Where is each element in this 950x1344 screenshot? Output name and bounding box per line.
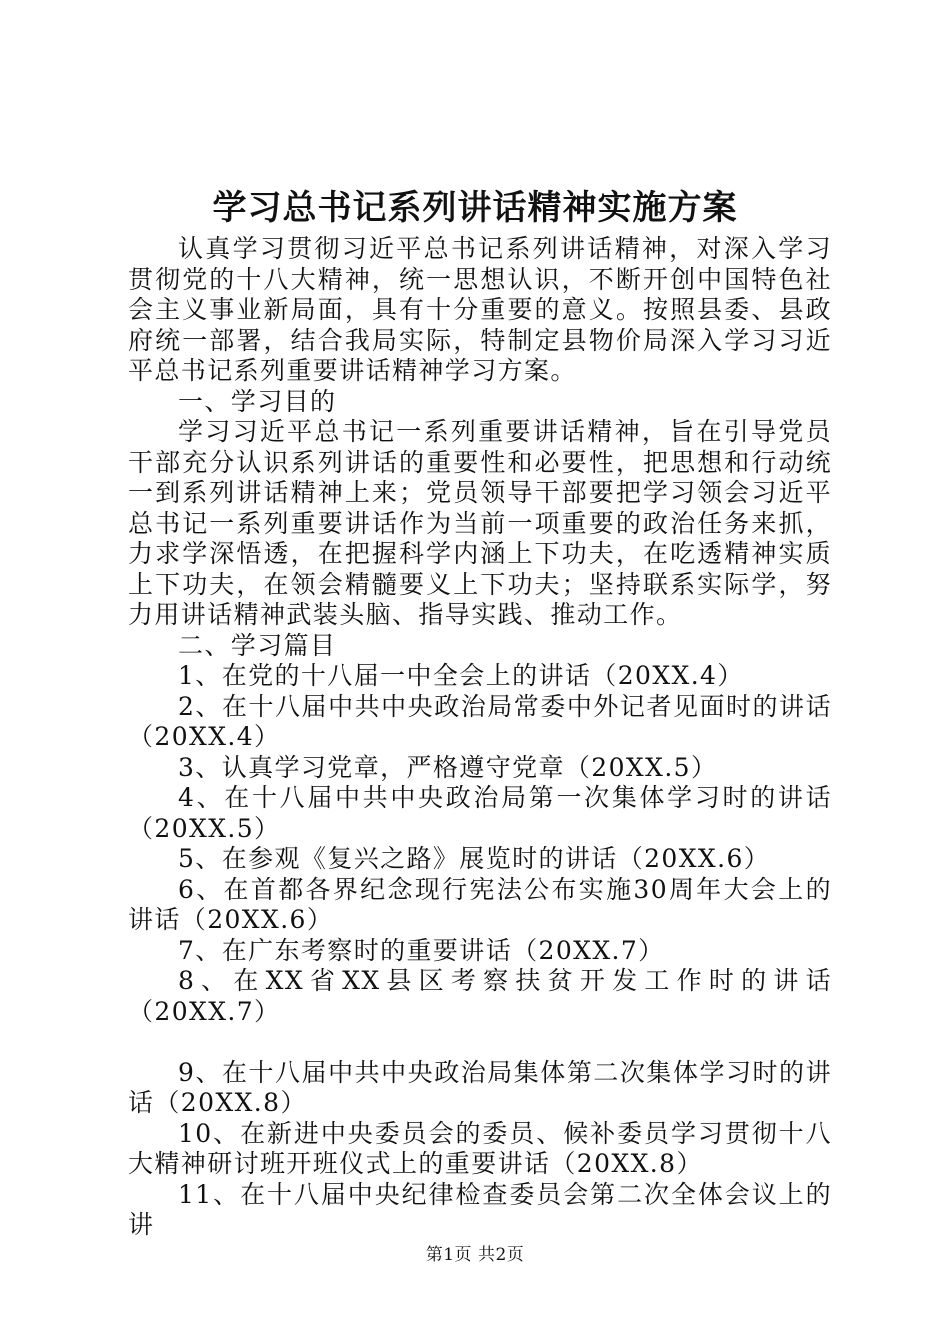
document-body (128, 234, 832, 1241)
document-title: 学习总书记系列讲话精神实施方案 (212, 188, 738, 228)
list-item: 2、在十八届中共中央政治局常委中外记者见面时的讲话（20XX.4） (128, 691, 832, 751)
section-heading-readings: 二、学习篇目 (178, 630, 337, 660)
intro-paragraph: 认真学习贯彻习近平总书记系列讲话精神，对深入学习贯彻党的十八大精神，统一思想认识，不断开创中国特色社会主义事业新局面，具有十分重要的意义。按照县委、县政府统一部署，结合我局实际，特制定县物价局深入学习习近平总书记系列重要讲话精神学习方案。 (128, 234, 832, 385)
purpose-paragraph: 学习习近平总书记一系列重要讲话精神，旨在引导党员干部充分认识系列讲话的重要性和必要性，把思想和行动统一到系列讲话精神上来；党员领导干部要把学习领会习近平总书记一系列重要讲话作为当前一项重要的政治任务来抓，力求学深悟透，在把握科学内涵上下功夫，在吃透精神实质上下功夫，在领会精髓要义上下功夫；坚持联系实际学，努力用讲话精神武装头脑、指导实践、推动工作。 (128, 417, 832, 629)
list-item: 8、在XX省XX县区考察扶贫开发工作时的讲话（20XX.7） (128, 966, 832, 1026)
list-item: 3、认真学习党章，严格遵守党章（20XX.5） (178, 752, 718, 782)
blank-line (128, 1027, 832, 1058)
page-footer: 第1页 共2页 (425, 1245, 525, 1265)
list-item: 7、在广东考察时的重要讲话（20XX.7） (178, 935, 665, 965)
list-item: 11、在十八届中央纪律检查委员会第二次全体会议上的讲 (128, 1179, 832, 1239)
list-item: 4、在十八届中共中央政治局第一次集体学习时的讲话（20XX.5） (128, 783, 832, 843)
list-item: 9、在十八届中共中央政治局集体第二次集体学习时的讲话（20XX.8） (128, 1057, 832, 1117)
list-item: 1、在党的十八届一中全会上的讲话（20XX.4） (178, 661, 744, 690)
list-item: 10、在新进中央委员会的委员、候补委员学习贯彻十八大精神研讨班开班仪式上的重要讲话（20XX.8） (128, 1118, 832, 1178)
list-item: 6、在首都各界纪念现行宪法公布实施30周年大会上的讲话（20XX.6） (128, 874, 832, 934)
list-item: 5、在参观《复兴之路》展览时的讲话（20XX.6） (178, 844, 771, 873)
section-heading-purpose: 一、学习目的 (178, 386, 337, 416)
